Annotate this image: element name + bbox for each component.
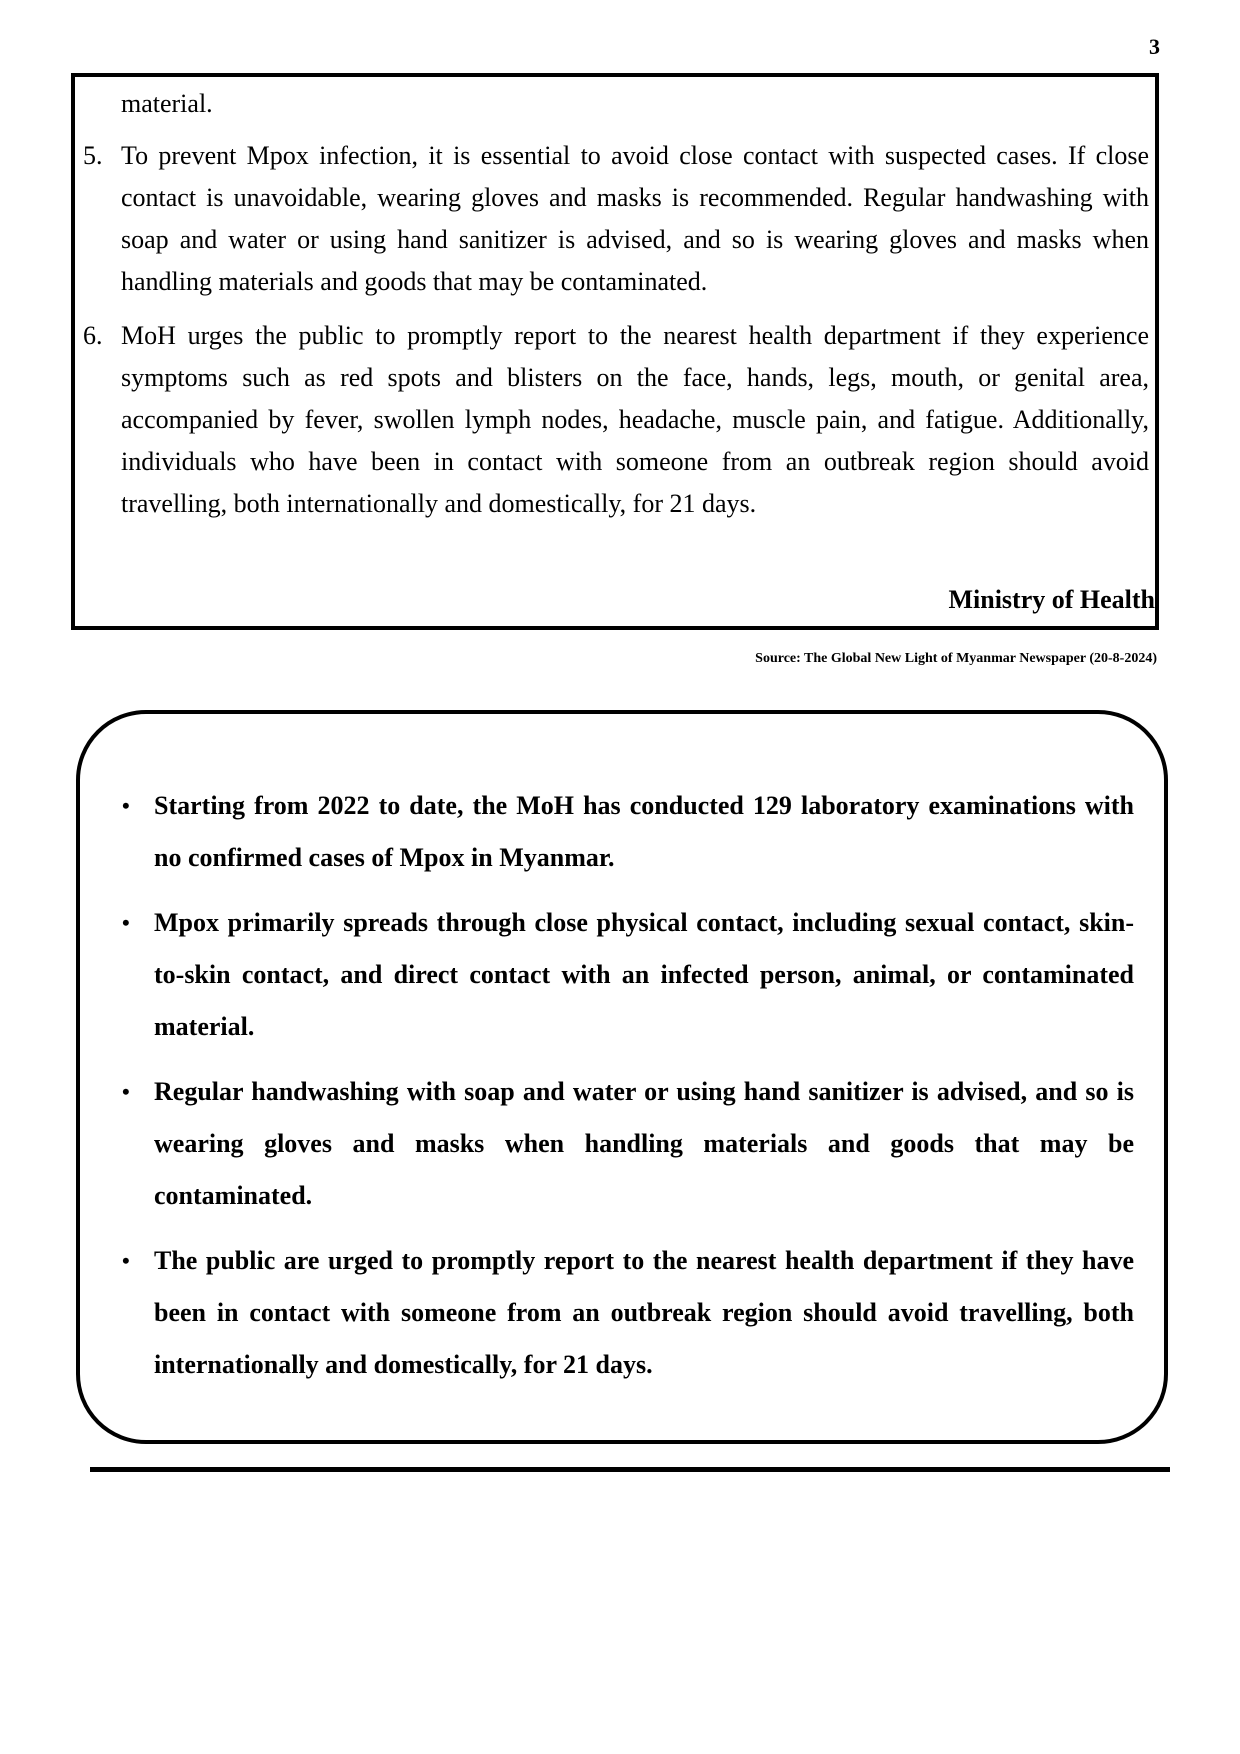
summary-point <box>122 780 1134 884</box>
bullet-icon: • <box>122 793 130 818</box>
bullet-icon: • <box>122 1248 130 1273</box>
summary-box <box>76 710 1168 1444</box>
summary-point <box>122 1235 1134 1391</box>
summary-point-text: Regular handwashing with soap and water or using hand sanitizer is advised, and so is wearing gloves and masks when handling materials and goods that may be contaminated. <box>154 1077 1134 1210</box>
signature: Ministry of Health <box>948 585 1155 614</box>
bullet-icon: • <box>122 910 130 935</box>
summary-point <box>122 897 1134 1053</box>
notice-item-5 <box>83 135 1149 303</box>
bottom-divider <box>90 1467 1170 1472</box>
item-text: To prevent Mpox infection, it is essential to avoid close contact with suspected cases. If close contact is unavoidable, wearing gloves and masks is recommended. Regular handwashing with soap and water or using hand sanitizer is advised, and so is wearing gloves and masks when handling materials and goods that may be contaminated. <box>121 141 1149 296</box>
summary-point <box>122 1066 1134 1222</box>
notice-item-6 <box>83 315 1149 525</box>
item-number: 6. <box>83 321 103 350</box>
page-number: 3 <box>1149 34 1160 59</box>
summary-point-text: Starting from 2022 to date, the MoH has conducted 129 laboratory examinations with no confirmed cases of Mpox in Myanmar. <box>154 791 1134 872</box>
summary-point-text: Mpox primarily spreads through close physical contact, including sexual contact, skin-to-skin contact, and direct contact with an infected person, animal, or contaminated material. <box>154 908 1134 1041</box>
item-text: MoH urges the public to promptly report to the nearest health department if they experience symptoms such as red spots and blisters on the face, hands, legs, mouth, or genital area, accompanied by fever, swollen lymph nodes, headache, muscle pain, and fatigue. Additionally, individuals who have been in contact with someone from an outbreak region should avoid travelling, both internationally and domestically, for 21 days. <box>121 321 1149 518</box>
summary-point-text: The public are urged to promptly report to the nearest health department if they have been in contact with someone from an outbreak region should avoid travelling, both internationally and domestically, for 21 days. <box>154 1246 1134 1379</box>
notice-box <box>71 73 1159 630</box>
continued-text: material. <box>121 89 213 118</box>
summary-list <box>122 780 1134 1404</box>
item-number: 5. <box>83 141 103 170</box>
bullet-icon: • <box>122 1079 130 1104</box>
source-note: Source: The Global New Light of Myanmar Newspaper (20-8-2024) <box>755 651 1157 666</box>
